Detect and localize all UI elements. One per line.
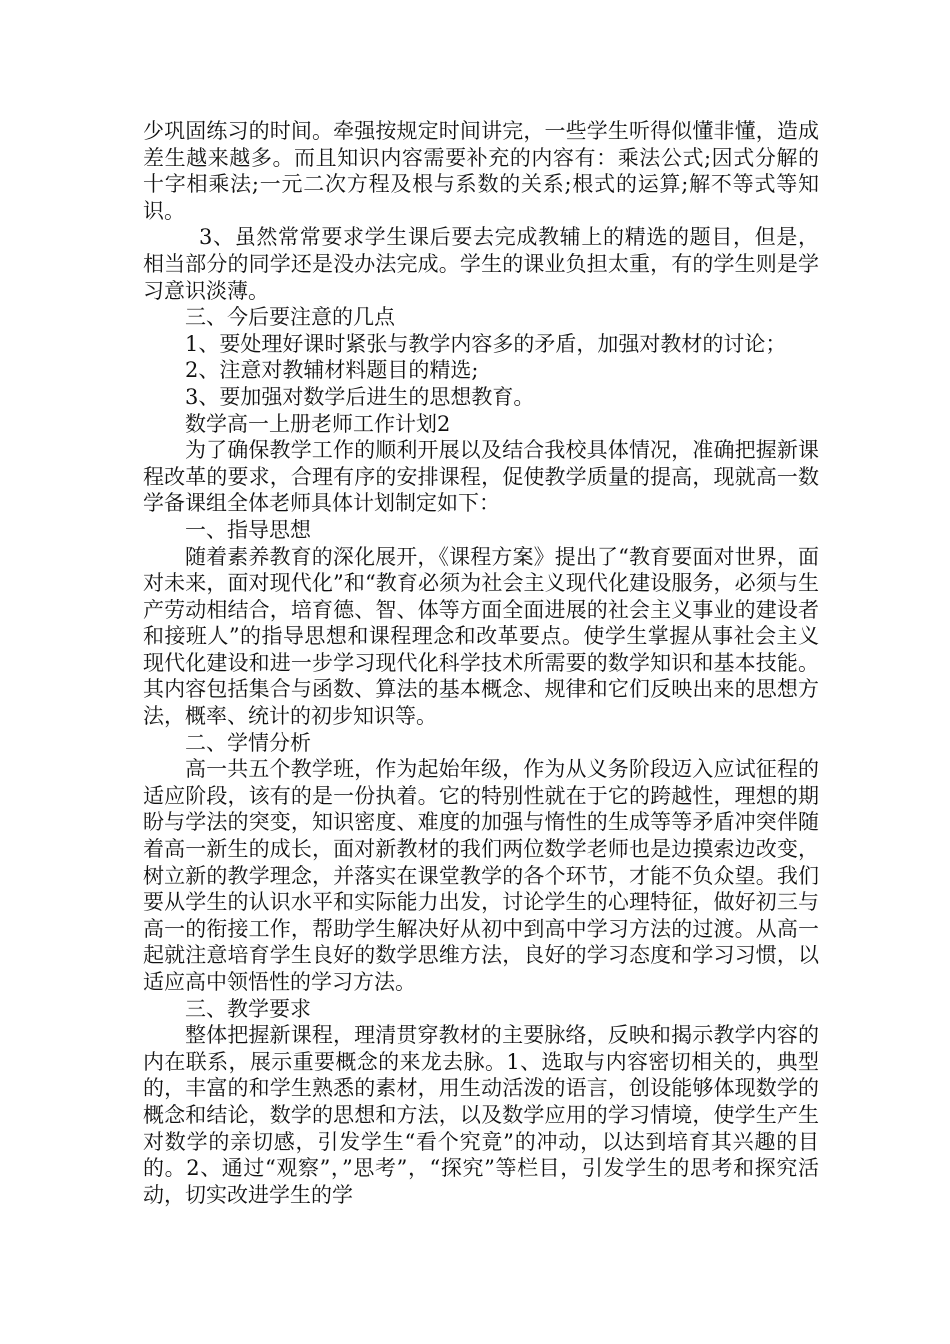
document-page (143, 118, 819, 1208)
list-item-2: 2、注意对教辅材料题目的精选; (185, 358, 479, 383)
list-item-3: 3、要加强对数学后进生的思想教育。 (185, 384, 535, 409)
paragraph-item-3: 3、虽然常常要求学生课后要去完成教辅上的精选的题目，但是，相当部分的同学还是没办法完成。学生的课业负担太重，有的学生则是学习意识淡薄。 (143, 225, 819, 303)
paragraph-guiding-thought: 随着素养教育的深化展开，《课程方案》提出了“教育要面对世界，面对未来，面对现代化”和“教育必须为社会主义现代化建设服务，必须与生产劳动相结合，培育德、智、体等方面全面进展的社会主义事业的建设者和接班人”的指导思想和课程理念和改革要点。使学生掌握从事社会主义现代化建设和进一步学习现代化科学技术所需要的数学知识和基本技能。其内容包括集合与函数、算法的基本概念、规律和它们反映出来的思想方法，概率、统计的初步知识等。 (143, 544, 819, 729)
list-item-1: 1、要处理好课时紧张与教学内容多的矛盾，加强对教材的讨论； (185, 331, 787, 356)
section-heading-future-notes: 三、今后要注意的几点 (185, 305, 395, 330)
section-heading-guiding-thought: 一、指导思想 (185, 517, 311, 542)
section-heading-student-analysis: 二、学情分析 (185, 730, 311, 755)
paragraph-teaching-requirements: 整体把握新课程，理清贯穿教材的主要脉络，反映和揭示教学内容的内在联系，展示重要概念的来龙去脉。1、选取与内容密切相关的，典型的，丰富的和学生熟悉的素材，用生动活泼的语言，创设能够体现数学的概念和结论，数学的思想和方法，以及数学应用的学习情境，使学生产生对数学的亲切感，引发学生“看个究竟”的冲动，以达到培育其兴趣的目的。2、通过“观察”，”思考”，“探究”等栏目，引发学生的思考和探究活动，切实改进学生的学 (143, 1023, 819, 1207)
section-heading-teaching-requirements: 三、教学要求 (185, 996, 311, 1021)
paragraph-continuation: 少巩固练习的时间。牵强按规定时间讲完，一些学生听得似懂非懂，造成差生越来越多。而且知识内容需要补充的内容有：乘法公式;因式分解的十字相乘法;一元二次方程及根与系数的关系;根式的运算;解不等式等知识。 (143, 119, 819, 223)
plan-title: 数学高一上册老师工作计划2 (185, 411, 451, 436)
paragraph-intro: 为了确保教学工作的顺利开展以及结合我校具体情况，准确把握新课程改革的要求，合理有序的安排课程，促使教学质量的提高，现就高一数学备课组全体老师具体计划制定如下： (143, 438, 819, 516)
paragraph-student-analysis: 高一共五个教学班，作为起始年级，作为从义务阶段迈入应试征程的适应阶段，该有的是一份执着。它的特别性就在于它的跨越性，理想的期盼与学法的突变，知识密度、难度的加强与惰性的生成等等矛盾冲突伴随着高一新生的成长，面对新教材的我们两位数学老师也是边摸索边改变，树立新的教学理念，并落实在课堂教学的各个环节，才能不负众望。我们要从学生的认识水平和实际能力出发，讨论学生的心理特征，做好初三与高一的衔接工作，帮助学生解决好从初中到高中学习方法的过渡。从高一起就注意培育学生良好的数学思维方法，良好的学习态度和学习习惯，以适应高中领悟性的学习方法。 (143, 757, 819, 994)
